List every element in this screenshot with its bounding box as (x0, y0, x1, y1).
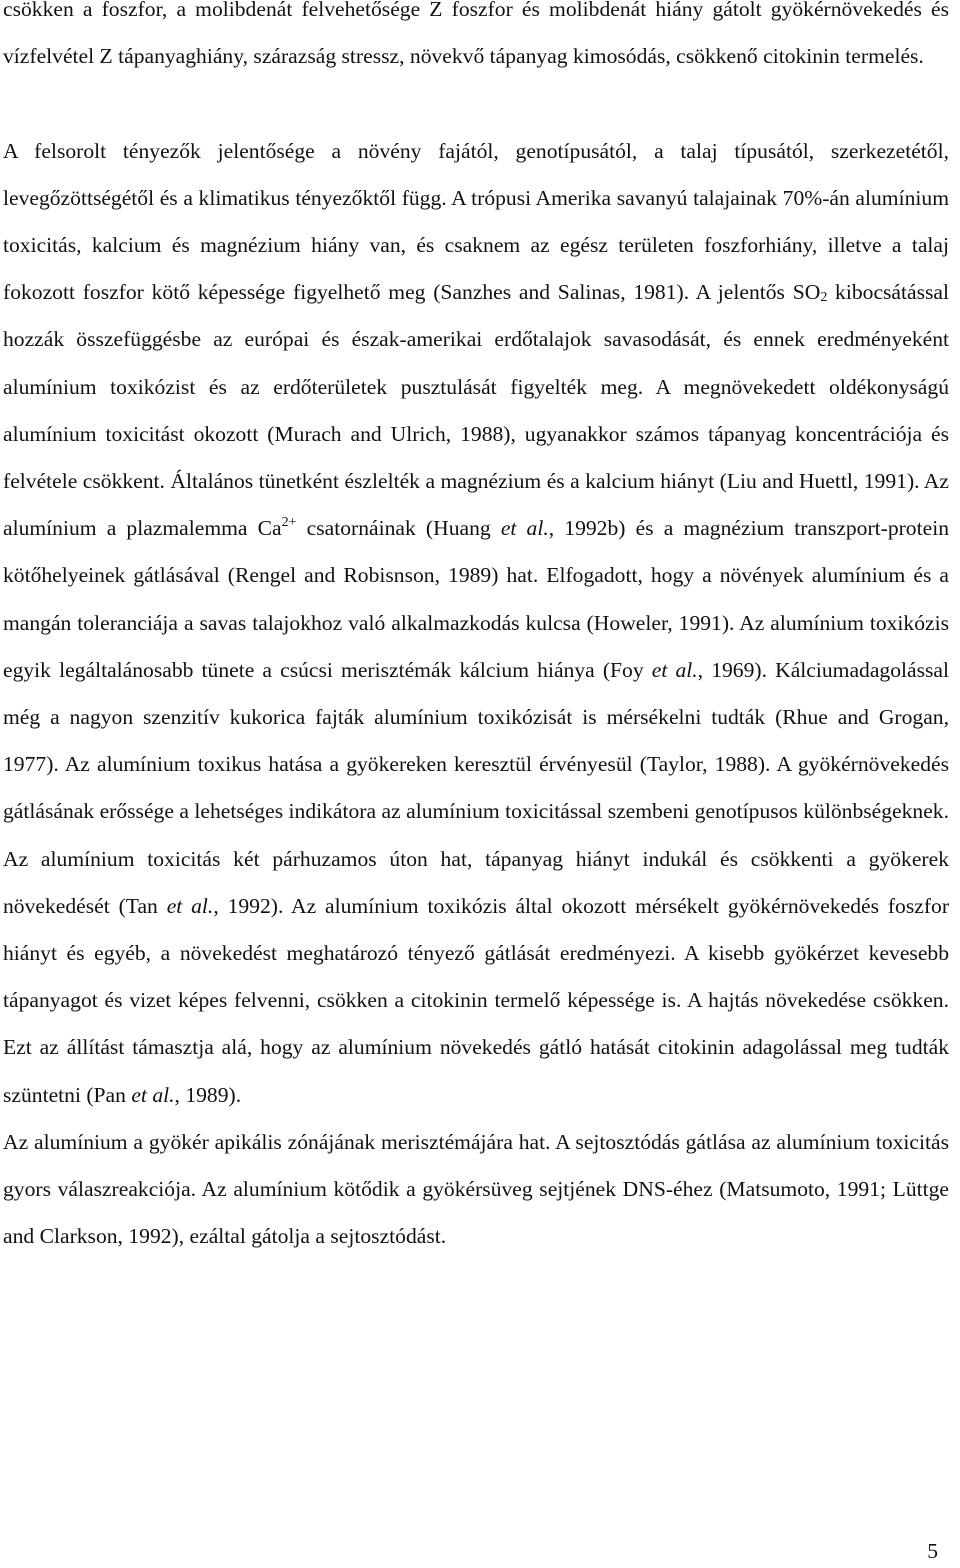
citation-et-al: et al. (131, 1082, 175, 1107)
subscript-2: 2 (820, 290, 828, 306)
page-number: 5 (927, 1539, 938, 1563)
citation-et-al: et al. (166, 893, 214, 918)
citation-et-al: et al. (500, 516, 549, 541)
body-text (3, 0, 949, 1260)
paragraph-gap (3, 80, 949, 127)
paragraph-2: A felsorolt tényezők jelentősége a növény fajától, genotípusától, a talaj típusától, szerkezetétől, levegőzöttségétől és a klimatikus tényezőktől függ. A trópusi Amerika savanyú talajainak 70%-án alumínium toxicitás, kalcium és magnézium hiány van, és csaknem az egész területen foszforhiány, illetve a talaj fokozott foszfor kötő képessége figyelhető meg (Sanzhes and Salinas, 1981). A jelentős $SO_2$ kibocsátással hozzák összefüggésbe az európai és észak-amerikai erdőtalajok savasodását, és ennek eredményeként alumínium toxikózist és az erdőterületek pusztulását figyelték meg. A megnövekedett oldékonyságú alumínium toxicitást okozott (Murach and Ulrich, 1988), ugyanakkor számos tápanyag koncentrációja és felvétele csökkent. Általános tünetként észlelték a magnézium és a kalcium hiányt (Liu and Huettl, 1991). Az alumínium a plazmalemma $Ca^{2+}$ csatornáinak (Huang et al., 1992b) és a magnézium transzport-protein kötőhelyeinek gátlásával (Rengel and Robisnson, 1989) hat. Elfogadott, hogy a növények alumínium és a mangán toleranciája a savas talajokhoz való alkalmazkodás kulcsa (Howeler, 1991). Az alumínium toxikózis egyik legáltalánosabb tünete a csúcsi merisztémák kálcium hiánya (Foy et al., 1969). Kálciumadagolással még a nagyon szenzitív kukorica fajták alumínium toxikózisát is mérsékelni tudták (Rhue and Grogan, 1977). Az alumínium toxikus hatása a gyökereken keresztül érvényesül (Taylor, 1988). A gyökérnövekedés gátlásának erőssége a lehetséges indikátora az alumínium toxicitással szembeni genotípusos különbségeknek. Az alumínium toxicitás két párhuzamos úton hat, tápanyag hiányt indukál és csökkenti a gyökerek növekedését (Tan et al., 1992). Az alumínium toxikózis által okozott mérsékelt gyökérnövekedés foszfor hiányt és egyéb, a növekedést meghatározó tényező gátlását eredményezi. A kisebb gyökérzet kevesebb tápanyagot és vizet képes felvenni, csökken a citokinin termelő képessége is. A hajtás növekedése csökken. Ezt az állítást támasztja alá, hogy az alumínium növekedés gátló hatását citokinin adagolással meg tudták szüntetni (Pan et al., 1989). (3, 138, 950, 1107)
superscript-2-plus: 2+ (281, 515, 297, 531)
paragraph-3: Az alumínium a gyökér apikális zónájának merisztémájára hat. A sejtosztódás gátlása az alumínium toxicitás gyors válaszreakciója. Az alumínium kötődik a gyökérsüveg sejtjének DNS-éhez (Matsumoto, 1991; Lüttge and Clarkson, 1992), ezáltal gátolja a sejtosztódást. (3, 1129, 949, 1249)
paragraph-1: csökken a foszfor, a molibdenát felvehetősége Z foszfor és molibdenát hiány gátolt gyökérnövekedés és vízfelvétel Z tápanyaghiány, szárazság stressz, növekvő tápanyag kimosódás, csökkenő citokinin termelés. (3, 0, 949, 69)
citation-et-al: et al. (651, 657, 698, 682)
